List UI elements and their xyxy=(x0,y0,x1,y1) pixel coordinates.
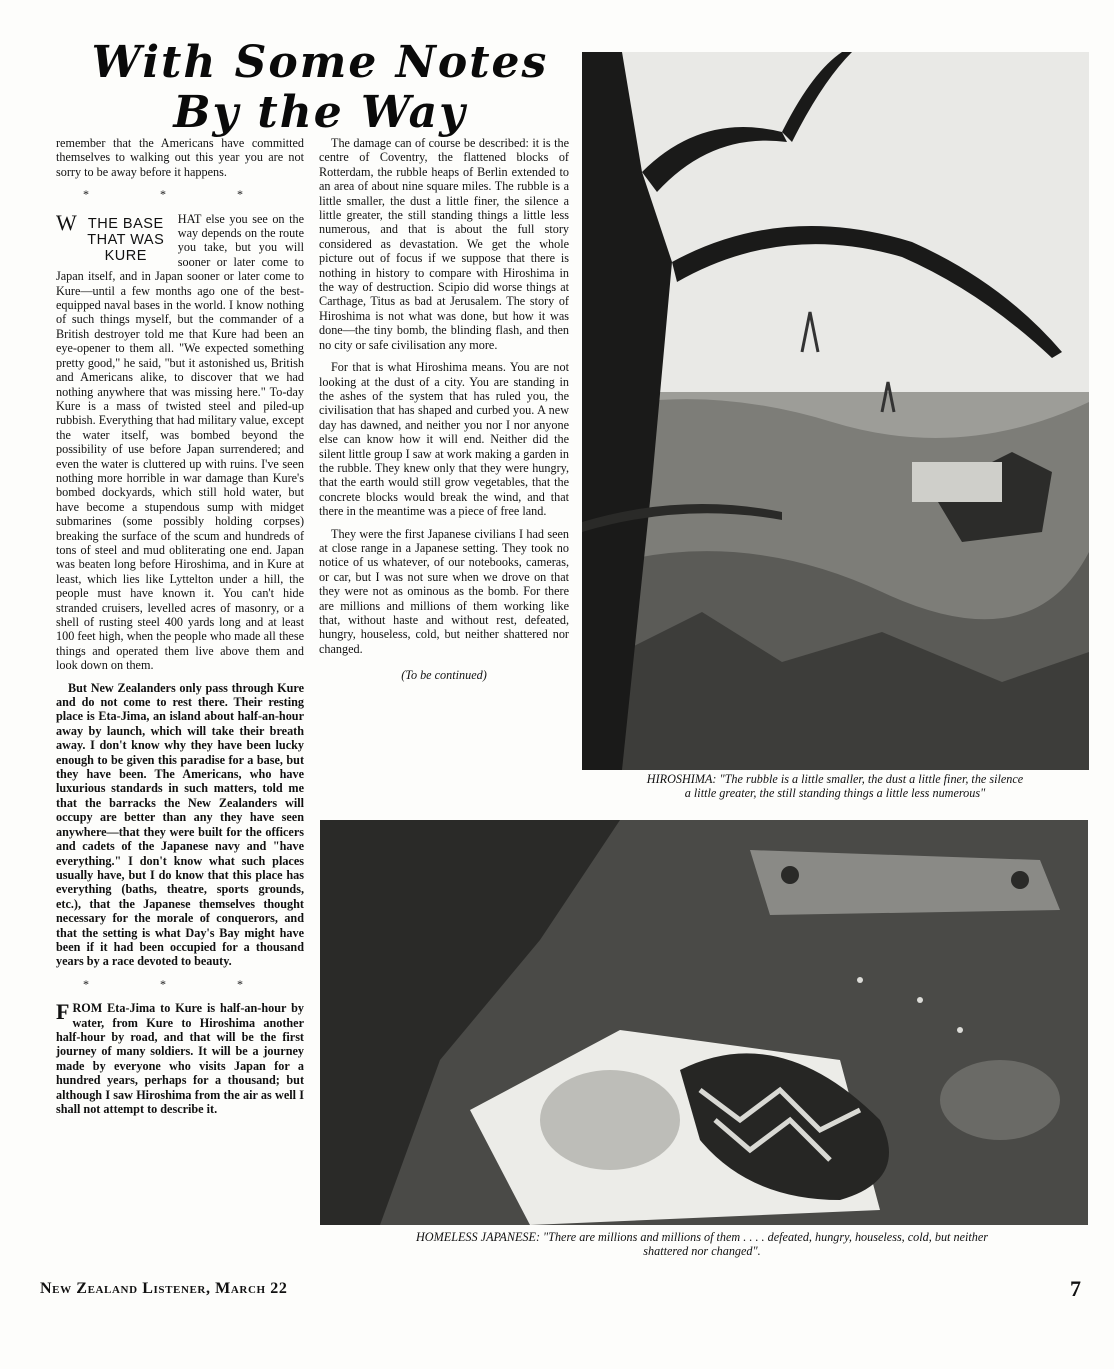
sidehead-line: THAT WAS xyxy=(87,231,165,248)
hiroshima-caption xyxy=(578,772,1092,800)
paragraph-first-civilians: They were the first Japanese civilians I had seen at close range in a Japanese setting. They took no notice of us whatever, of our notebooks, cameras, or car, but I was not sure when we drove on that they were not as ominous as the bomb. For there are millions and millions of them working like that, without haste and without rest, defeated, hungry, houseless, cold, but neither shattered nor changed. xyxy=(319,526,569,656)
drop-cap: W xyxy=(56,209,77,235)
paragraph-what-else xyxy=(56,209,304,673)
headline xyxy=(60,38,580,138)
paragraph-hiroshima-means: For that is what Hiroshima means. You are not looking at the dust of a city. You are standing in the ashes of the system that has ruled you, the civilisation that has shaped and curbed you. A new day has dawned, and neither you nor I nor anyone else can know how it will end. Neither did the silent little group I saw at work making a garden in the rubble. They knew only that they were hungry, that the earth would still grow vegetables, that the concrete blocks would break the wind, and that there in the meantime was a piece of free land. xyxy=(319,360,569,519)
drop-cap: F xyxy=(56,999,70,1025)
section-divider-stars: * * * xyxy=(83,976,277,991)
paragraph-damage: The damage can of course be described: it is the centre of Coventry, the flattened blocks of Rotterdam, the rubble heaps of Berlin extended to an area of about nine square miles. The rubble is a little smaller, the dust a little finer, the silence a little greater, the still standing things a little less numerous, and that is about the full story considered as devastation. We get the whole picture out of focus if we suppose that there is nothing in history to compare with Hiroshima in the way of destruction. Scipio did worse things at Carthage, Titus as bad at Jerusalem. The story of Hiroshima is not what was done, but how it was done—the tiny bomb, the blinding flash, and then no city or safe civilisation any more. xyxy=(319,136,569,352)
hiroshima-photo xyxy=(582,52,1089,770)
page-number: 7 xyxy=(1070,1276,1081,1301)
caption-line: HOMELESS JAPANESE: "There are millions and millions of them . . . . defeated, hungry, houseless, cold, but neither xyxy=(416,1230,988,1244)
homeless-caption xyxy=(312,1230,1092,1258)
section-divider-stars: * * * xyxy=(83,187,277,202)
to-be-continued: (To be continued) xyxy=(401,668,487,683)
paragraph-from-eta-jima xyxy=(56,1001,304,1116)
paragraph-intro: remember that the Americans have committed themselves to walking out this year you are not sorry to be away before it happens. xyxy=(56,136,304,179)
homeless-japanese-photo xyxy=(320,820,1088,1225)
paragraph-text: ROM Eta-Jima to Kure is half-an-hour by water, from Kure to Hiroshima another half-hour by road, and that will be the first journey of many soldiers. It will be a journey made by everyone who visits Japan for a hundred years, perhaps for a thousand; but although I saw Hiroshima from the air as well I shall not attempt to describe it. xyxy=(56,1001,304,1116)
caption-line: HIROSHIMA: "The rubble is a little smaller, the dust a little finer, the silence xyxy=(646,772,1024,786)
sidehead xyxy=(80,216,172,264)
publication-footer: New Zealand Listener, March 22 xyxy=(40,1280,288,1297)
sidehead-line: KURE xyxy=(104,247,147,264)
headline-line-1: With Some Notes xyxy=(91,37,549,88)
article-column-2 xyxy=(319,136,569,683)
paragraph-text: HAT else you see on the way depends on the route you take, but you will sooner or later come to Japan itself, and in Japan sooner or later come to Kure—until a few months ago one of the best-equipped naval bases in the world. I know nothing of such things myself, but the commander of a British destroyer told me that Kure had been an eye-opener to them all. "We expected something pretty good," he said, "but it astonished us, British and Americans alike, to discover that we had nothing anywhere that was missing here." To-day Kure is a mass of twisted steel and piled-up rubbish. Everything that had military value, except the water itself, was bombed beyond the possibility of use before Japan surrendered; and even the water is cluttered up with ruins. I've seen nothing more horrible in war damage than Kure's bombed dockyards, which still hold water, but have become a stupendous sump with midget submarines (some possibly holding corpses) breaking the surface of the scum and hundreds of tons of steel and mud obliterating one end. Japan was beaten long before Hiroshima, and in Kure at least, which lies like Lyttelton under a hill, the people must have known it. You can't hide stranded cruisers, levelled acres of masonry, or a shell of rusting steel 400 yards long and at least 100 feet high, when the people who made all these things and operated them live above them and look down on them. xyxy=(56,211,304,673)
hiroshima-photo-illustration xyxy=(582,52,1089,770)
caption-line: shattered nor changed". xyxy=(643,1244,761,1258)
article-column-1 xyxy=(56,136,304,1124)
paragraph-new-zealanders: But New Zealanders only pass through Kure and do not come to rest there. Their resting place is Eta-Jima, an island about half-an-hour away by launch, which will take their breath away. I don't know why they have been lucky enough to be given this paradise for a base, but they have been. The Americans, who have luxurious standards in such matters, told me that the barracks the New Zealanders will occupy are better than any they have seen anywhere—that they were built for the officers and cadets of the Japanese navy and "have everything." I don't know what such places usually have, but I do know that this place has everything (baths, theatre, sports grounds, etc.), that the Japanese themselves thought necessary for the morale of conquerors, and that the setting is what Day's Bay might have been if it had been occupied for a thousand years by a race devoted to beauty. xyxy=(56,680,304,969)
headline-line-2: By the Way xyxy=(173,87,467,138)
caption-line: a little greater, the still standing things a little less numerous" xyxy=(684,786,986,800)
homeless-japanese-photo-illustration xyxy=(320,820,1088,1225)
sidehead-line: THE BASE xyxy=(87,215,164,232)
